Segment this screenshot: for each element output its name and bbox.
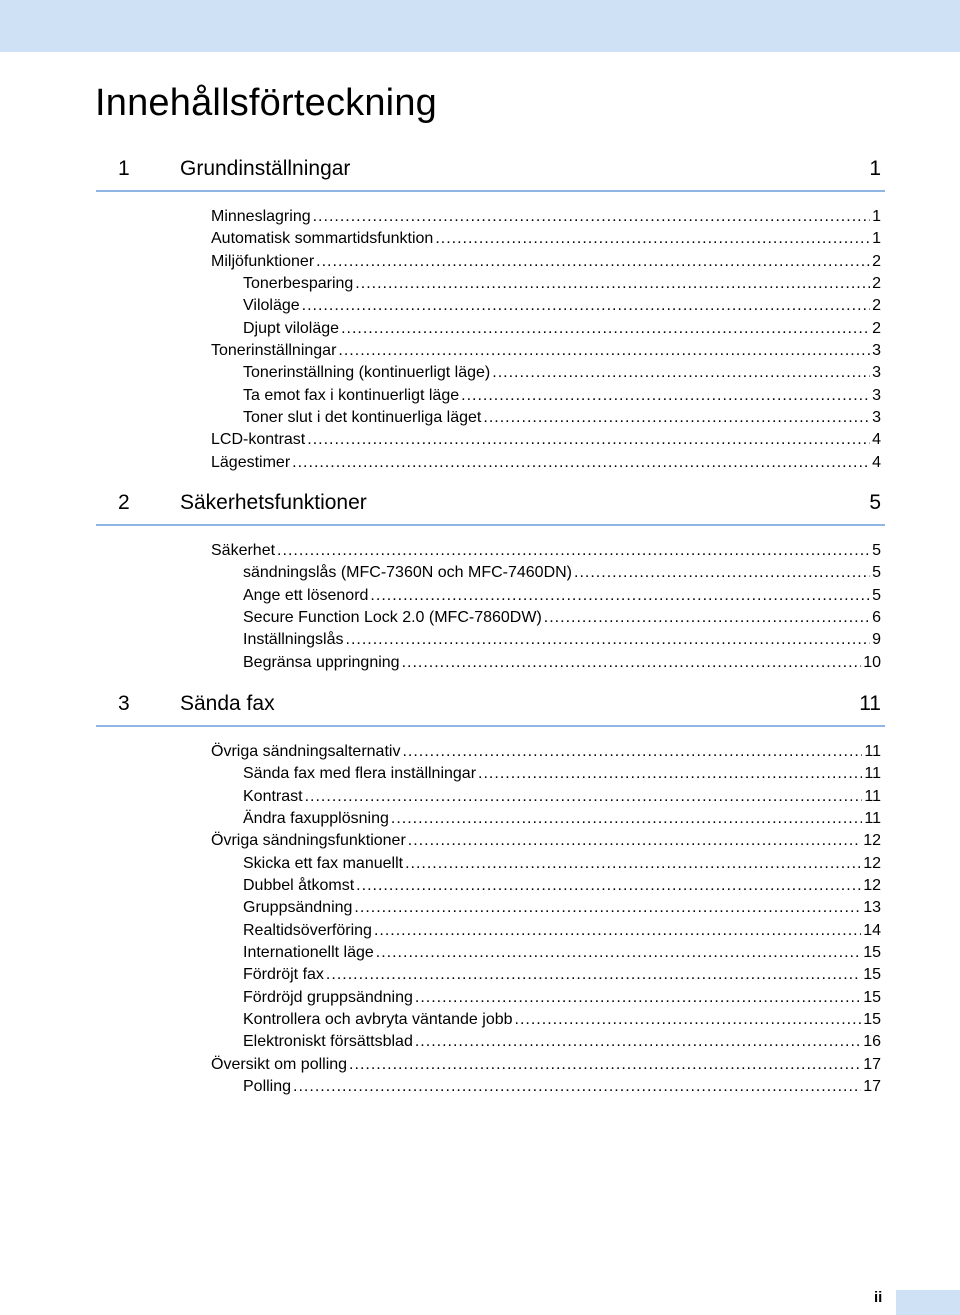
chapter-number: 1 (118, 157, 130, 180)
entry-label: Kontrast (243, 787, 303, 805)
entry-page: 4 (872, 453, 881, 471)
entry-page: 16 (863, 1033, 881, 1051)
chapter-2 (96, 488, 885, 674)
entry-page: 17 (863, 1055, 881, 1073)
dot-leader (346, 629, 871, 651)
entry-label: Inställningslås (243, 631, 344, 649)
entry-label: LCD-kontrast (211, 431, 306, 449)
chapter-3 (96, 689, 885, 1099)
toc-entry[interactable] (96, 1076, 885, 1098)
entry-label: Dubbel åtkomst (243, 877, 355, 895)
dot-leader (307, 429, 870, 451)
entry-page: 9 (872, 631, 881, 649)
entry-page: 5 (872, 542, 881, 559)
entry-page: 4 (872, 431, 881, 449)
chapter-page: 1 (869, 157, 881, 180)
entry-label: Miljöfunktioner (211, 252, 315, 270)
toc-entries (96, 540, 885, 674)
toc-entry[interactable] (96, 987, 885, 1009)
dot-leader (326, 964, 861, 986)
dot-leader (305, 786, 863, 808)
toc-entry[interactable] (96, 920, 885, 942)
entry-label: Skicka ett fax manuellt (243, 854, 404, 872)
footer-band (896, 1290, 960, 1315)
entry-page: 15 (863, 966, 881, 984)
toc-entry[interactable] (96, 585, 885, 607)
entry-page: 2 (872, 275, 881, 293)
entry-page: 15 (863, 1011, 881, 1029)
entry-label: Secure Function Lock 2.0 (MFC-7860DW) (243, 609, 542, 627)
entry-page: 1 (872, 230, 881, 248)
toc-entry[interactable] (96, 875, 885, 897)
entry-page: 14 (863, 921, 881, 939)
entry-page: 2 (872, 297, 881, 315)
dot-leader (461, 385, 870, 407)
toc-entry[interactable] (96, 942, 885, 964)
toc-entry[interactable] (96, 1031, 885, 1053)
toc-entry[interactable] (96, 251, 885, 273)
entry-label: Övriga sändningsfunktioner (211, 832, 406, 850)
toc-entry[interactable] (96, 295, 885, 317)
chapter-number: 3 (118, 692, 130, 715)
page-title: Innehållsförteckning (95, 82, 437, 124)
entry-page: 1 (872, 208, 881, 225)
dot-leader (370, 585, 870, 607)
dot-leader (292, 452, 870, 474)
entry-label: Automatisk sommartidsfunktion (211, 230, 434, 248)
entry-page: 2 (872, 319, 881, 337)
entry-label: Ta emot fax i kontinuerligt läge (243, 386, 460, 404)
entry-page: 3 (872, 409, 881, 427)
dot-leader (483, 407, 870, 429)
entry-label: sändningslås (MFC-7360N och MFC-7460DN) (243, 564, 573, 582)
entry-label: Ange ett lösenord (243, 586, 369, 604)
toc-entry[interactable] (96, 385, 885, 407)
dot-leader (391, 808, 863, 830)
entry-page: 6 (872, 609, 881, 627)
entry-label: Sända fax med flera inställningar (243, 765, 477, 783)
entry-label: Elektroniskt försättsblad (243, 1033, 413, 1051)
toc-entry[interactable] (96, 429, 885, 451)
chapter-title: Sända fax (180, 692, 275, 715)
entry-label: Översikt om polling (211, 1055, 348, 1073)
entry-label: Fördröjt fax (243, 966, 324, 984)
entry-label: Djupt viloläge (243, 319, 340, 337)
chapter-page: 11 (859, 692, 881, 715)
dot-leader (402, 652, 862, 674)
entry-label: Övriga sändningsalternativ (211, 743, 401, 760)
toc-entry[interactable] (96, 629, 885, 651)
dot-leader (293, 1076, 861, 1098)
entry-page: 15 (863, 944, 881, 962)
toc-entry[interactable] (96, 362, 885, 384)
toc-entry[interactable] (96, 808, 885, 830)
entry-page: 15 (863, 988, 881, 1006)
entry-page: 5 (872, 564, 881, 582)
dot-leader (341, 318, 870, 340)
toc-entry[interactable] (96, 741, 885, 763)
toc-entry[interactable] (96, 407, 885, 429)
dot-leader (354, 897, 861, 919)
toc-entry[interactable] (96, 1009, 885, 1031)
toc-entry[interactable] (96, 318, 885, 340)
dot-leader (515, 1009, 862, 1031)
entry-page: 3 (872, 364, 881, 382)
toc-entries (96, 206, 885, 474)
dot-leader (415, 1031, 861, 1053)
chapter-number: 2 (118, 491, 130, 514)
dot-leader (478, 763, 862, 785)
entry-label: Polling (243, 1078, 292, 1096)
toc-entry[interactable] (96, 853, 885, 875)
dot-leader (355, 273, 870, 295)
entry-label: Tonerinställningar (211, 342, 337, 360)
entry-label: Säkerhet (211, 542, 276, 559)
entry-page: 3 (872, 342, 881, 360)
chapter-heading[interactable] (96, 689, 885, 727)
dot-leader (374, 920, 861, 942)
dot-leader (376, 942, 861, 964)
dot-leader (544, 607, 870, 629)
toc-entry[interactable] (96, 652, 885, 674)
toc-entry[interactable] (96, 786, 885, 808)
dot-leader (435, 228, 870, 250)
entry-label: Toner slut i det kontinuerliga läget (243, 409, 482, 427)
entry-label: Lägestimer (211, 453, 291, 471)
entry-page: 11 (864, 743, 881, 760)
page-number: ii (874, 1289, 883, 1306)
toc-entry[interactable] (96, 452, 885, 474)
entry-page: 12 (863, 877, 881, 895)
entry-label: Tonerbesparing (243, 275, 354, 293)
toc-entries (96, 741, 885, 1099)
entry-page: 2 (872, 252, 881, 270)
chapter-title: Säkerhetsfunktioner (180, 491, 367, 514)
dot-leader (338, 340, 870, 362)
toc-entry[interactable] (96, 228, 885, 250)
entry-page: 11 (864, 765, 881, 783)
dot-leader (302, 295, 870, 317)
entry-page: 5 (872, 586, 881, 604)
toc-entry[interactable] (96, 607, 885, 629)
toc-entry[interactable] (96, 540, 885, 562)
entry-page: 11 (864, 810, 881, 828)
toc-entry[interactable] (96, 763, 885, 785)
entry-page: 11 (864, 787, 881, 805)
dot-leader (402, 741, 862, 763)
dot-leader (313, 206, 870, 228)
entry-page: 13 (863, 899, 881, 917)
chapter-title: Grundinställningar (180, 157, 351, 180)
toc-entry[interactable] (96, 206, 885, 228)
entry-page: 10 (863, 653, 881, 671)
entry-page: 3 (872, 386, 881, 404)
entry-page: 12 (863, 832, 881, 850)
entry-label: Fördröjd gruppsändning (243, 988, 413, 1006)
entry-label: Minneslagring (211, 208, 311, 225)
toc-entry[interactable] (96, 562, 885, 584)
entry-label: Kontrollera och avbryta väntande jobb (243, 1011, 513, 1029)
dot-leader (356, 875, 861, 897)
dot-leader (277, 540, 870, 562)
toc-entry[interactable] (96, 273, 885, 295)
entry-page: 17 (863, 1078, 881, 1096)
toc-entry[interactable] (96, 1054, 885, 1076)
dot-leader (574, 562, 870, 584)
dot-leader (492, 362, 870, 384)
entry-label: Begränsa uppringning (243, 653, 400, 671)
entry-label: Ändra faxupplösning (243, 810, 389, 828)
toc-entry[interactable] (96, 830, 885, 852)
dot-leader (349, 1054, 861, 1076)
toc-entry[interactable] (96, 964, 885, 986)
chapter-heading[interactable] (96, 154, 885, 192)
toc-entry[interactable] (96, 340, 885, 362)
dot-leader (316, 251, 870, 273)
header-band (0, 0, 960, 52)
dot-leader (415, 987, 861, 1009)
dot-leader (408, 830, 861, 852)
dot-leader (405, 853, 861, 875)
entry-label: Viloläge (243, 297, 300, 315)
entry-page: 12 (863, 854, 881, 872)
toc-entry[interactable] (96, 897, 885, 919)
entry-label: Tonerinställning (kontinuerligt läge) (243, 364, 491, 382)
chapter-page: 5 (869, 491, 881, 514)
entry-label: Internationellt läge (243, 944, 374, 962)
chapter-heading[interactable] (96, 488, 885, 526)
entry-label: Gruppsändning (243, 899, 353, 917)
chapter-1 (96, 154, 885, 474)
entry-label: Realtidsöverföring (243, 921, 372, 939)
